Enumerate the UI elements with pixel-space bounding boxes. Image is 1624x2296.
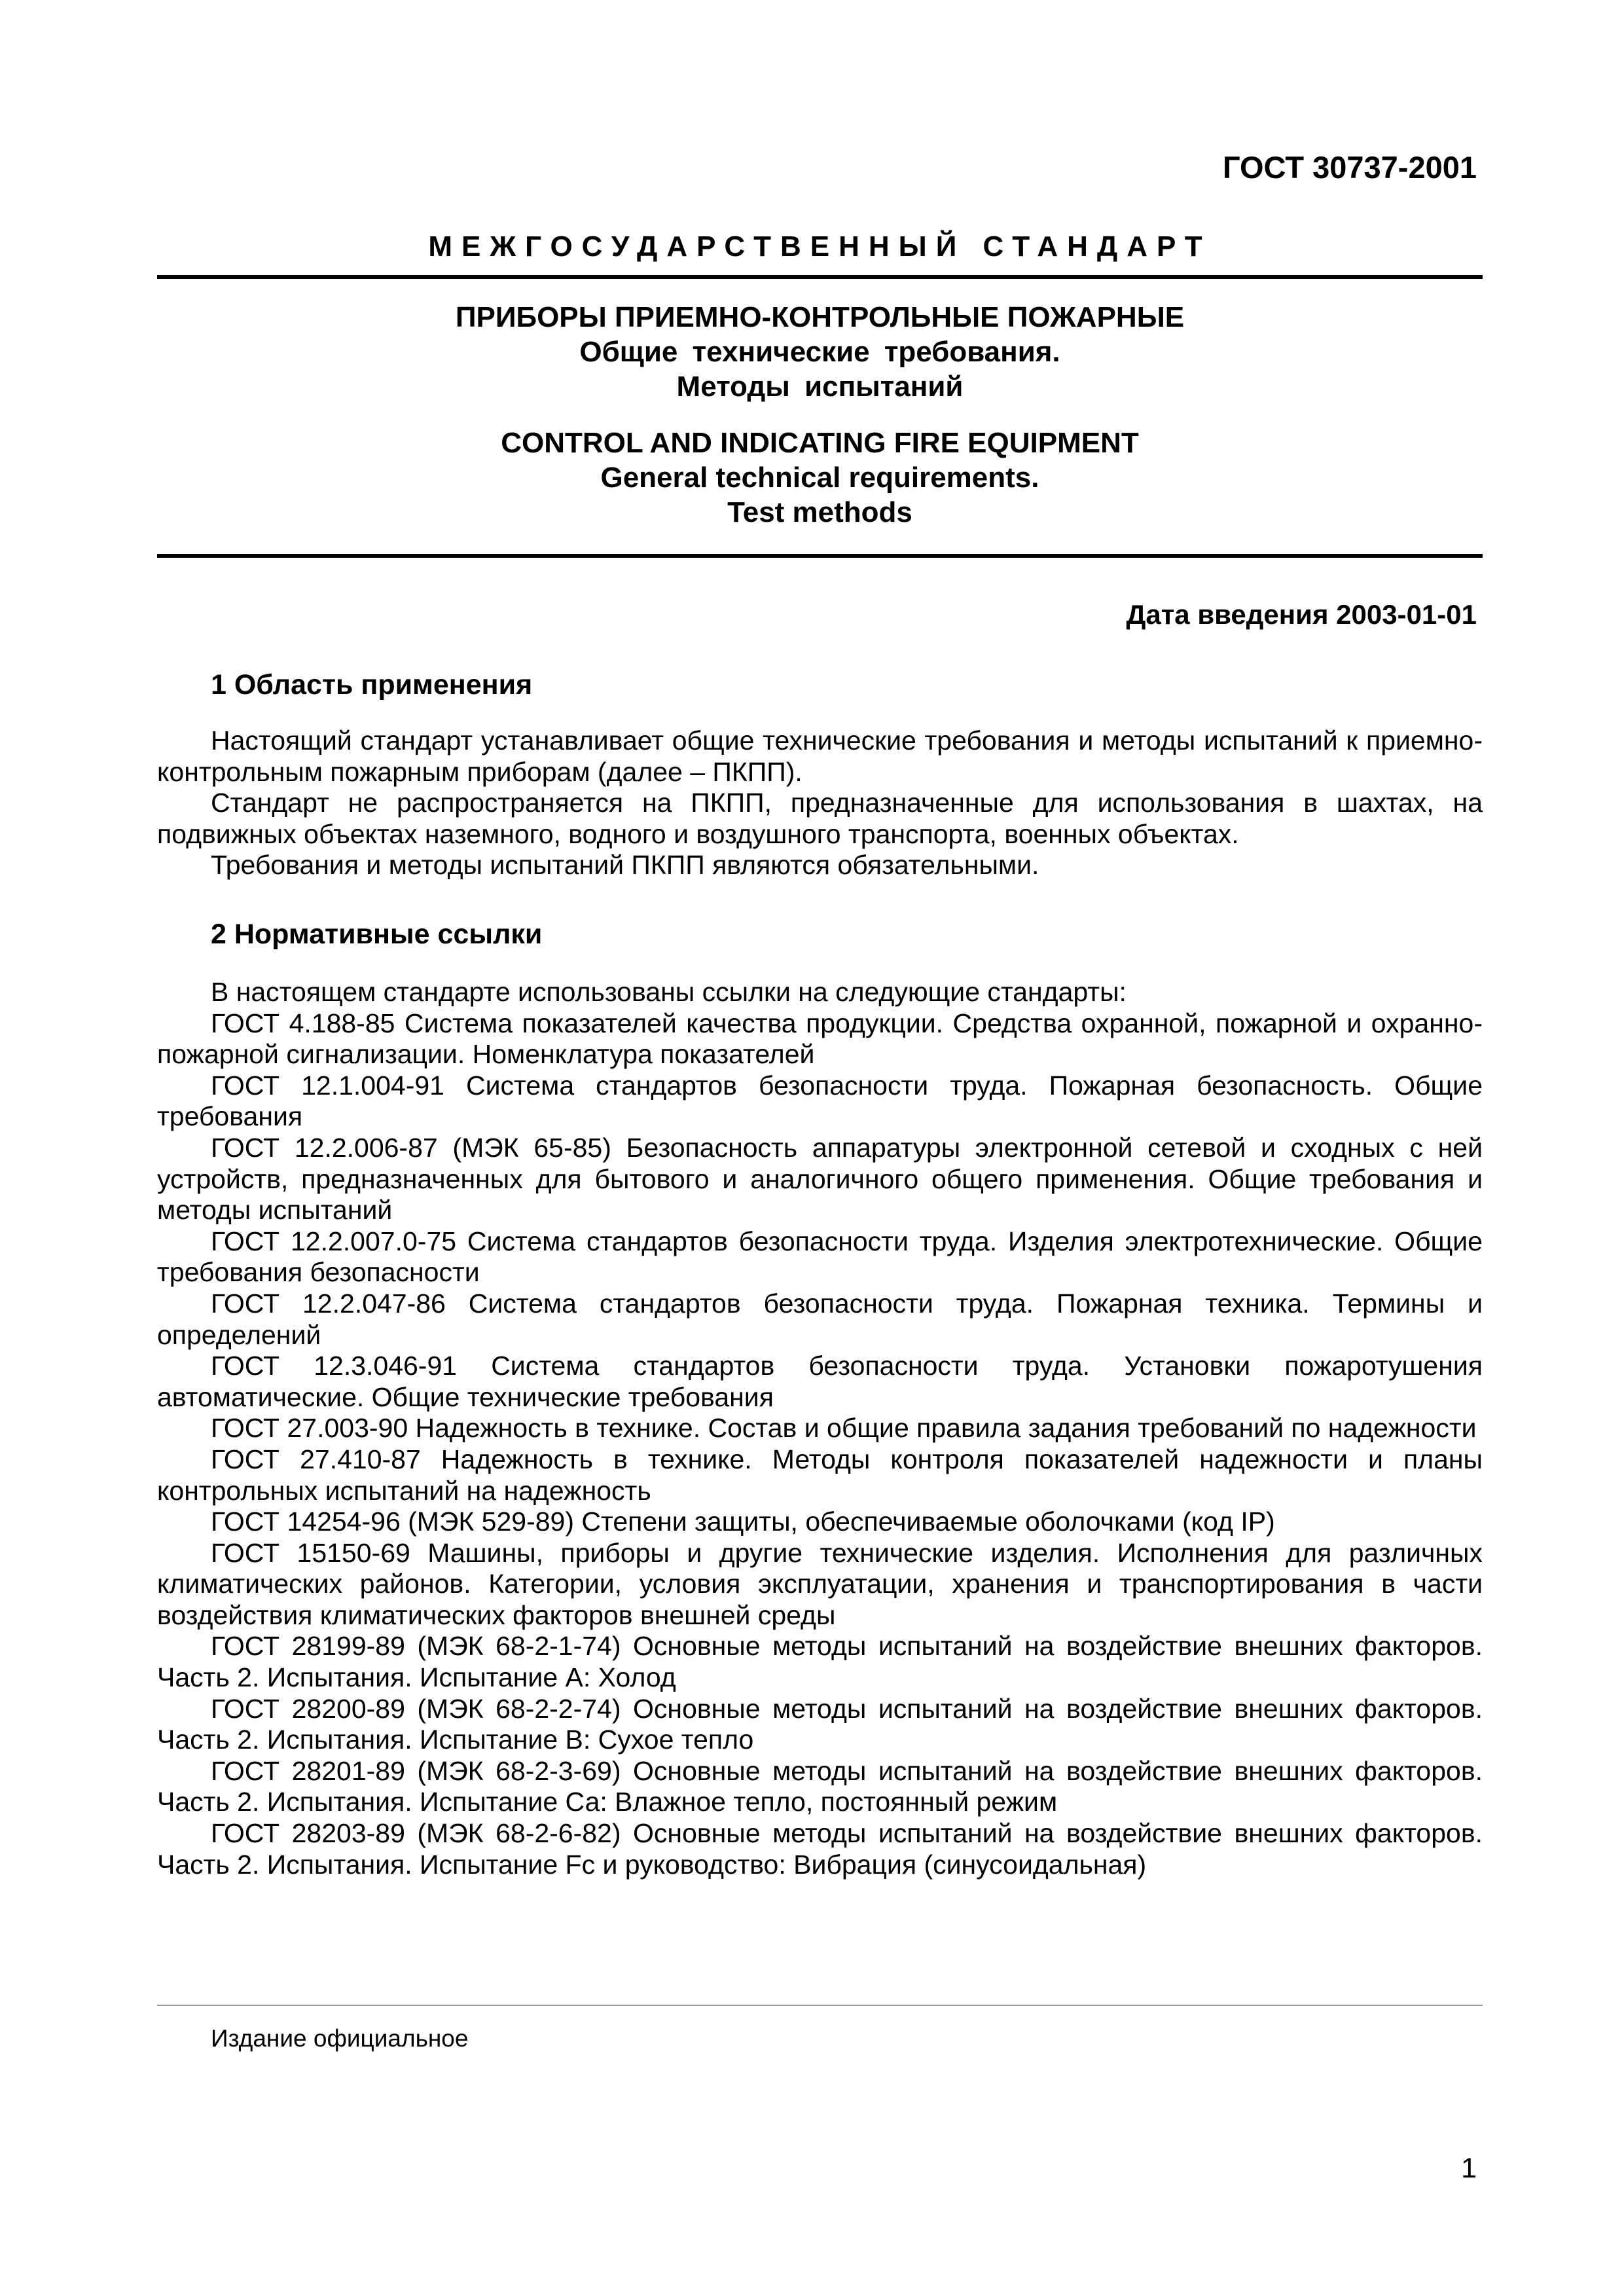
section-1-paragraph: Стандарт не распространяется на ПКПП, предназначенные для использования в шахтах, на подвижных объектах наземного, водного и воздушного транспорта, военных объектах.	[157, 788, 1483, 849]
section-2-body	[157, 977, 1483, 1880]
russian-title	[157, 300, 1483, 404]
reference-paragraph: ГОСТ 28203-89 (МЭК 68-2-6-82) Основные методы испытаний на воздействие внешних факторов. Часть 2. Испытания. Испытание Fc и руководство: Вибрация (синусоидальная)	[157, 1818, 1483, 1880]
title-divider	[157, 554, 1483, 558]
reference-paragraph: ГОСТ 4.188-85 Система показателей качества продукции. Средства охранной, пожарной и охранно-пожарной сигнализации. Номенклатура показателей	[157, 1008, 1483, 1070]
reference-paragraph: ГОСТ 12.2.007.0-75 Система стандартов безопасности труда. Изделия электротехнические. Общие требования безопасности	[157, 1226, 1483, 1288]
reference-paragraph: ГОСТ 27.410-87 Надежность в технике. Методы контроля показателей надежности и планы контрольных испытаний на надежность	[157, 1444, 1483, 1506]
section-1-heading: 1 Область применения	[211, 669, 533, 701]
reference-paragraph: ГОСТ 14254-96 (МЭК 529-89) Степени защиты, обеспечиваемые оболочками (код IP)	[211, 1506, 1275, 1537]
reference-paragraph: ГОСТ 28201-89 (МЭК 68-2-3-69) Основные методы испытаний на воздействие внешних факторов. Часть 2. Испытания. Испытание Са: Влажное тепло, постоянный режим	[157, 1755, 1483, 1817]
interstate-standard-label: МЕЖГОСУДАРСТВЕННЫЙ СТАНДАРТ	[428, 230, 1212, 263]
reference-paragraph: ГОСТ 12.3.046-91 Система стандартов безопасности труда. Установки пожаротушения автоматические. Общие технические требования	[157, 1351, 1483, 1412]
footer-divider	[157, 2005, 1483, 2006]
russian-title-line-1: ПРИБОРЫ ПРИЕМНО-КОНТРОЛЬНЫЕ ПОЖАРНЫЕ	[455, 301, 1185, 333]
english-title	[157, 426, 1483, 530]
english-title-line-3: Test methods	[727, 496, 912, 528]
reference-paragraph: ГОСТ 15150-69 Машины, приборы и другие технические изделия. Исполнения для различных климатических районов. Категории, условия эксплуатации, хранения и транспортирования в части воздействия климатических факторов внешней среды	[157, 1537, 1483, 1630]
russian-title-line-2: Общие технические требования.	[579, 336, 1060, 368]
english-title-line-2: General technical requirements.	[600, 462, 1039, 494]
russian-title-line-3: Методы испытаний	[676, 371, 964, 403]
reference-paragraph: ГОСТ 28199-89 (МЭК 68-2-1-74) Основные методы испытаний на воздействие внешних факторов. Часть 2. Испытания. Испытание А: Холод	[157, 1631, 1483, 1693]
section-1-paragraph: Требования и методы испытаний ПКПП являются обязательными.	[211, 850, 1039, 881]
official-edition-label: Издание официальное	[211, 2025, 469, 2052]
reference-paragraph: ГОСТ 27.003-90 Надежность в технике. Состав и общие правила задания требований по надежности	[211, 1413, 1477, 1444]
reference-paragraph: ГОСТ 28200-89 (МЭК 68-2-2-74) Основные методы испытаний на воздействие внешних факторов. Часть 2. Испытания. Испытание В: Сухое тепло	[157, 1693, 1483, 1755]
section-2-heading: 2 Нормативные ссылки	[211, 919, 543, 950]
section-1-body	[157, 725, 1483, 881]
top-divider	[157, 275, 1483, 279]
page-number: 1	[1461, 2153, 1477, 2184]
reference-paragraph: ГОСТ 12.2.047-86 Система стандартов безопасности труда. Пожарная техника. Термины и определений	[157, 1288, 1483, 1350]
reference-paragraph: ГОСТ 12.1.004-91 Система стандартов безопасности труда. Пожарная безопасность. Общие требования	[157, 1070, 1483, 1132]
section-1-paragraph: Настоящий стандарт устанавливает общие технические требования и методы испытаний к приемно-контрольным пожарным приборам (далее – ПКПП).	[157, 725, 1483, 787]
english-title-line-1: CONTROL AND INDICATING FIRE EQUIPMENT	[501, 427, 1139, 459]
document-code: ГОСТ 30737-2001	[1222, 150, 1477, 185]
introduction-date: Дата введения 2003-01-01	[1126, 599, 1477, 630]
reference-paragraph: ГОСТ 12.2.006-87 (МЭК 65-85) Безопасность аппаратуры электронной сетевой и сходных с ней устройств, предназначенных для бытового и аналогичного общего применения. Общие требования и методы испытаний	[157, 1132, 1483, 1226]
reference-paragraph: В настоящем стандарте использованы ссылки на следующие стандарты:	[211, 977, 1127, 1007]
